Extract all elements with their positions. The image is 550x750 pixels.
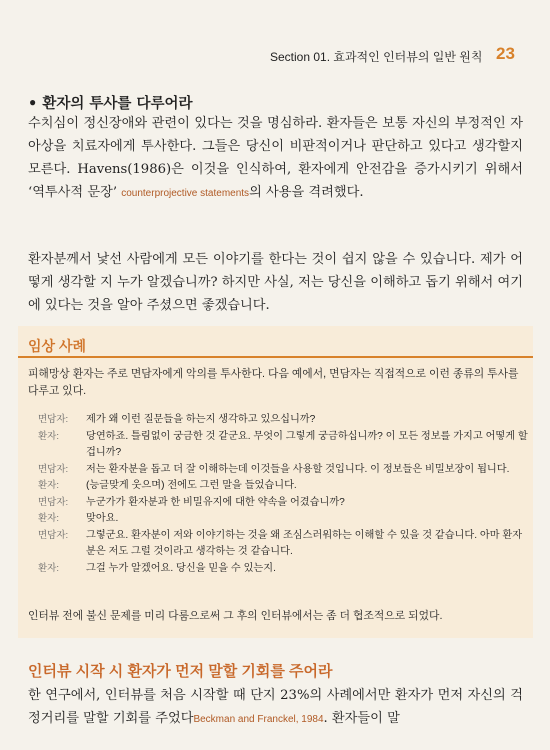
dialogue-line xyxy=(28,561,528,578)
dialogue-speaker: 환자: xyxy=(38,480,59,491)
dialogue-line xyxy=(28,429,528,462)
clinical-case-title: 임상 사례 xyxy=(28,338,86,354)
paragraph-3 xyxy=(28,684,523,731)
dialogue-text: 누군가가 환자분과 한 비밀유지에 대한 약속을 어겼습니까? xyxy=(86,496,345,508)
page-number: 23 xyxy=(496,44,515,63)
paragraph-3-text: 한 연구에서, 인터뷰를 처음 시작할 때 단지 23%의 사례에서만 환자가 먼저 자신의 걱정거리를 말할 기회를 주었다 xyxy=(28,688,523,726)
dialogue-speaker: 환자: xyxy=(38,430,59,442)
dialogue-text: 그렇군요. 환자분이 저와 이야기하는 것을 왜 조심스러워하는 이해할 수 있을 것 같습니다. 아마 환자분은 저도 그럴 것이라고 생각하는 것 같습니다. xyxy=(86,529,523,557)
dialogue-speaker: 환자: xyxy=(38,562,59,574)
dialogue-line xyxy=(28,528,528,561)
dialogue-line xyxy=(28,495,528,512)
dialogue-text: (능글맞게 웃으며) 전에도 그런 말을 들었습니다. xyxy=(86,480,297,491)
clinical-case-conclusion: 인터뷰 전에 불신 문제를 미리 다룸으로써 그 후의 인터뷰에서는 좀 더 협조적으로 되었다. xyxy=(28,610,443,622)
paragraph-1-text: 수치심이 정신장애와 관련이 있다는 것을 명심하라. 환자들은 보통 자신의 부정적인 자아상을 치료자에게 투사한다. 그들은 당신이 비판적이거나 판단하고 있다고 생각할지 모른다. Havens(1986)은 이것을 인식하여, 환자에게 안전감을 증가시키기 위해서 ‘역투사적 문장’ xyxy=(28,116,523,200)
dialogue-text: 그걸 누가 알겠어요. 당신을 믿을 수 있는지. xyxy=(86,562,276,574)
dialogue-text: 당연하죠. 틀림없이 궁금한 것 같군요. 무엇이 그렇게 궁금하십니까? 이 모든 정보를 가지고 어떻게 할 겁니까? xyxy=(86,430,528,458)
dialogue-speaker: 면담자: xyxy=(38,463,69,475)
dialogue-line xyxy=(28,511,528,528)
dialogue-text: 맞아요. xyxy=(86,513,119,524)
clinical-case-intro: 피해망상 환자는 주로 면담자에게 악의를 투사한다. 다음 예에서, 면담자는 직접적으로 이런 종류의 투사를 다루고 있다. xyxy=(28,368,519,397)
clinical-case-rule xyxy=(18,356,533,358)
paragraph-1 xyxy=(28,112,523,205)
dialogue-speaker: 환자: xyxy=(38,513,59,524)
paragraph-2: 환자분께서 낯선 사람에게 모든 이야기를 한다는 것이 쉽지 않을 수 있습니다. 제가 어떻게 생각할 지 누가 알겠습니까? 하지만 사실, 저는 당신을 이해하고 돕기 위해서 여기에 있다는 것을 알아 주셨으면 좋겠습니다. xyxy=(28,252,523,313)
paragraph-1-note: counterprojective statements xyxy=(121,188,250,199)
paragraph-3-text-end: . 환자들이 말 xyxy=(323,711,400,726)
running-header: Section 01. 효과적인 인터뷰의 일반 원칙 xyxy=(270,50,483,64)
dialogue-line xyxy=(28,462,528,479)
dialogue-line xyxy=(28,412,528,429)
dialogue xyxy=(28,412,528,577)
paragraph-3-citation: Beckman and Franckel, 1984 xyxy=(193,714,324,725)
section-heading: 인터뷰 시작 시 환자가 먼저 말할 기회를 주어라 xyxy=(28,663,333,680)
dialogue-line xyxy=(28,478,528,495)
bullet-heading: • 환자의 투사를 다루어라 xyxy=(28,95,193,112)
dialogue-text: 저는 환자분을 돕고 더 잘 이해하는데 이것들을 사용할 것입니다. 이 정보들은 비밀보장이 됩니다. xyxy=(86,463,510,475)
dialogue-text: 제가 왜 이런 질문들을 하는지 생각하고 있으십니까? xyxy=(86,414,316,425)
dialogue-speaker: 면담자: xyxy=(38,496,69,508)
paragraph-1-text-end: 의 사용을 격려했다. xyxy=(249,185,364,200)
dialogue-speaker: 면담자: xyxy=(38,414,69,425)
dialogue-speaker: 면담자: xyxy=(38,529,69,541)
